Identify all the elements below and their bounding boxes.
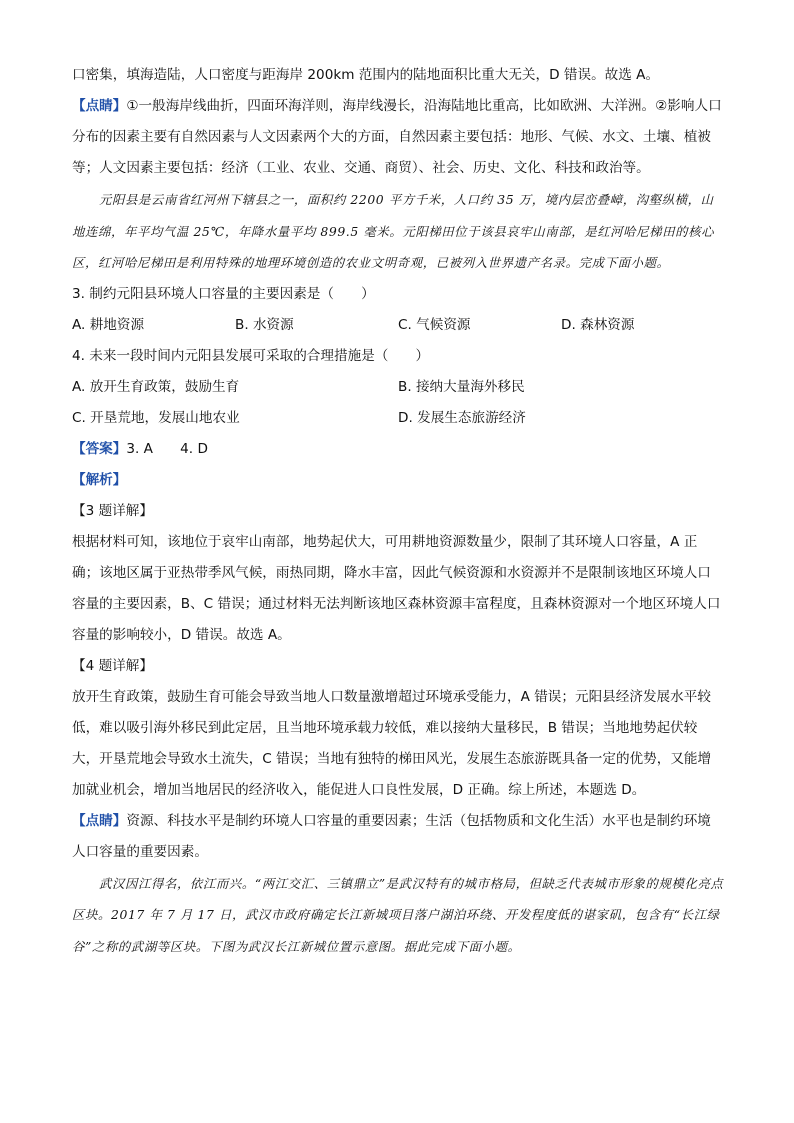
q3-option-d: D. 森林资源 bbox=[561, 316, 635, 333]
analysis-tag: 【解析】 bbox=[72, 471, 127, 488]
answer-line bbox=[72, 434, 724, 465]
document-page bbox=[72, 60, 724, 962]
question-4-stem: 4. 未来一段时间内元阳县发展可采取的合理措施是（ ） bbox=[72, 347, 430, 364]
dianjing-tag: 【点睛】 bbox=[72, 98, 127, 114]
material-wuhan: 武汉因江得名，依江而兴。“两江交汇、三镇鼎立”是武汉特有的城市格局，但缺乏代表城市形象的规模化亮点区块。2017 年 7 月 17 日，武汉市政府确定长江新城项目落户湖泊环绕、开发程度低的谌家矶，包含有“长江绿谷”之称的武湖等区块。下图为武汉长江新城位置示意图。据此完成下面小题。 bbox=[72, 875, 724, 954]
question-4-options-row1 bbox=[72, 372, 724, 403]
q3-option-b: B. 水资源 bbox=[235, 316, 294, 333]
material-yuanyang: 元阳县是云南省红河州下辖县之一，面积约 2200 平方千米，人口约 35 万，境内层峦叠嶂，沟壑纵横，山地连绵，年平均气温 25℃，年降水量平均 899.5 毫米。元阳梯田位于该县哀牢山南部，是红河哈尼梯田的核心区，红河哈尼梯田是利用特殊的地理环境创造的农业文明奇观，已被列入世界遗产名录。完成下面小题。 bbox=[72, 192, 715, 270]
detail-4-text: 放开生育政策，鼓励生育可能会导致当地人口数量激增超过环境承受能力，A 错误；元阳县经济发展水平较低，难以吸引海外移民到此定居，且当地环境承载力较低，难以接纳大量移民，B 错误；当地地势起伏较大，开垦荒地会导致水土流失，C 错误；当地有独特的梯田风光，发展生态旅游既具备一定的优势，又能增加就业机会，增加当地居民的经济收入，能促进人口良性发展，D 正确。综上所述，本题选 D。 bbox=[72, 688, 712, 798]
dianjing-tag-2: 【点睛】 bbox=[72, 812, 127, 829]
question-3-stem: 3. 制约元阳县环境人口容量的主要因素是（ ） bbox=[72, 285, 375, 302]
q3-option-a: A. 耕地资源 bbox=[72, 316, 145, 333]
q4-option-c: C. 开垦荒地，发展山地农业 bbox=[72, 409, 240, 426]
answer-text: 3. A 4. D bbox=[126, 440, 208, 457]
q4-option-a: A. 放开生育政策，鼓励生育 bbox=[72, 378, 240, 395]
q4-option-b: B. 接纳大量海外移民 bbox=[398, 378, 525, 395]
dianjing-text-2: 资源、科技水平是制约环境人口容量的重要因素；生活（包括物质和文化生活）水平也是制约环境人口容量的重要因素。 bbox=[72, 812, 711, 860]
question-4-options-row2 bbox=[72, 403, 724, 434]
detail-4-heading: 【4 题详解】 bbox=[72, 657, 153, 674]
q3-option-c: C. 气候资源 bbox=[398, 316, 471, 333]
question-3-options bbox=[72, 310, 724, 341]
dianjing-note-1 bbox=[72, 91, 724, 184]
detail-3-heading: 【3 题详解】 bbox=[72, 502, 153, 519]
answer-tag: 【答案】 bbox=[72, 440, 127, 457]
detail-3-text: 根据材料可知，该地位于哀牢山南部，地势起伏大，可用耕地资源数量少，限制了其环境人口容量，A 正确；该地区属于亚热带季风气候，雨热同期，降水丰富，因此气候资源和水资源并不是限制该地区环境人口容量的主要因素，B、C 错误；通过材料无法判断该地区森林资源丰富程度，且森林资源对一个地区环境人口容量的影响较小，D 错误。故选 A。 bbox=[72, 533, 721, 643]
q4-option-d: D. 发展生态旅游经济 bbox=[398, 409, 526, 426]
analysis-line bbox=[72, 465, 724, 496]
paragraph-continuation: 口密集，填海造陆，人口密度与距海岸 200km 范围内的陆地面积比重大无关，D 错误。故选 A。 bbox=[72, 67, 660, 83]
dianjing-note-2 bbox=[72, 806, 724, 868]
dianjing-text: ①一般海岸线曲折，四面环海洋则，海岸线漫长，沿海陆地比重高，比如欧洲、大洋洲。②影响人口分布的因素主要有自然因素与人文因素两个大的方面，自然因素主要包括：地形、气候、水文、土壤、植被等；人文因素主要包括：经济（工业、农业、交通、商贸）、社会、历史、文化、科技和政治等。 bbox=[72, 98, 722, 176]
